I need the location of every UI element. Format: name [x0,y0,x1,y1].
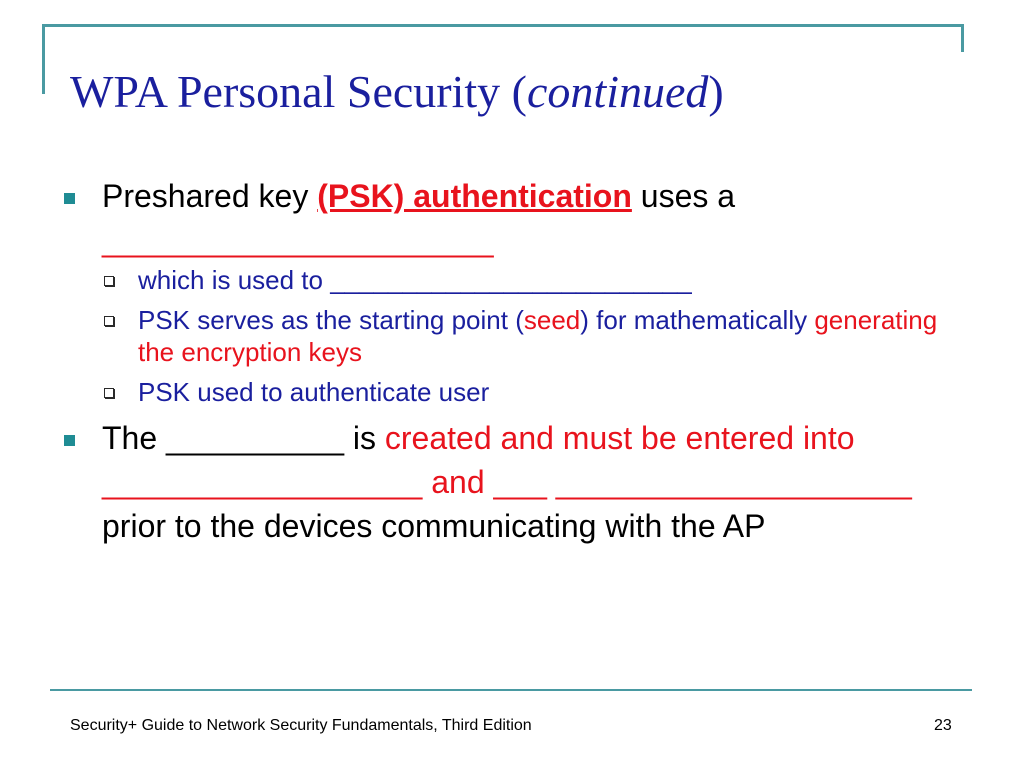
frame-top-line [42,24,964,27]
bullet-created-entered [60,416,960,548]
bullet-1-post: uses a [631,178,736,214]
bullet-1-blank: ______________________ [102,222,494,258]
footer-book-title: Security+ Guide to Network Security Fundamentals, Third Edition [70,717,532,734]
bullet-2-pre: The __________ is [102,420,385,456]
sub-bullet-list [60,264,960,408]
bullet-2-post: prior to the devices communicating with the AP [102,508,766,544]
frame-right-line [961,24,964,52]
bullet-psk-authentication [60,174,960,262]
sub-bullet-seed [60,304,960,368]
bullet-2-red1: created and must be entered into [384,420,855,456]
hollow-square-bullet-icon [104,388,114,398]
hollow-square-bullet-icon [104,276,114,286]
bullet-1-pre: Preshared key [102,178,318,214]
sub-bullet-authenticate [60,376,960,408]
bullet-2-blank2: ____________________ [555,464,912,500]
sub-bullet-2-generating: generating the encryption keys [138,305,938,367]
sub-bullet-3-text: PSK used to authenticate user [138,377,490,407]
footer-divider [50,689,972,691]
slide-title [70,66,724,118]
bullet-1-highlight: (PSK) authentication [317,178,632,214]
hollow-square-bullet-icon [104,316,114,326]
sub-bullet-2-mid: ) for mathematically [580,305,815,335]
title-end: ) [708,66,724,117]
title-main: WPA Personal Security ( [70,66,527,117]
page-number: 23 [934,717,952,734]
slide-content [60,174,960,548]
sub-bullet-used-to [60,264,960,296]
sub-bullet-2-pre: PSK serves as the starting point ( [138,305,524,335]
square-bullet-icon [64,193,75,204]
sub-bullet-2-seed: seed [523,305,581,335]
frame-left-line [42,24,45,94]
sub-bullet-1-text: which is used to _________________________ [138,265,692,295]
bullet-2-blank1: __________________ [102,464,423,500]
square-bullet-icon [64,435,75,446]
bullet-2-red2: and ___ [422,464,556,500]
title-italic: continued [527,66,709,117]
